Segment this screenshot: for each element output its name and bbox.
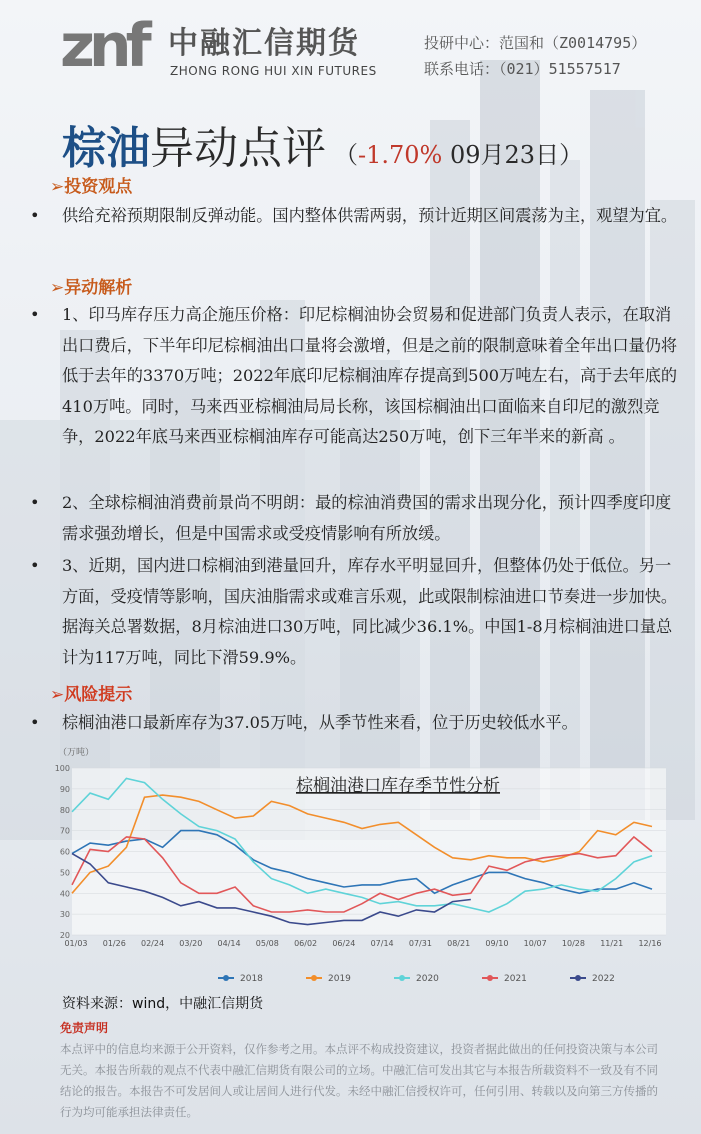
legend-label-2018: 2018 [240, 974, 263, 984]
x-tick-label: 10/07 [523, 939, 547, 948]
logo-english-name: ZHONG RONG HUI XIN FUTURES [170, 64, 377, 78]
y-tick-label: 50 [59, 868, 70, 878]
y-tick-label: 70 [59, 826, 70, 836]
title-subtitle [334, 141, 583, 169]
x-tick-label: 01/26 [102, 939, 126, 948]
x-tick-label: 12/16 [638, 939, 662, 948]
x-tick-label: 01/03 [64, 939, 88, 948]
bullet: • [30, 206, 40, 225]
x-tick-label: 07/14 [370, 939, 394, 948]
y-tick-label: 80 [59, 805, 70, 815]
title-commodity: 棕油 [62, 123, 150, 174]
contact-info [424, 30, 646, 82]
bullet: • [30, 305, 40, 324]
y-tick-label: 60 [59, 847, 70, 857]
logo-mark: znf [60, 11, 146, 81]
y-tick-label: 90 [59, 784, 70, 794]
y-tick-label: 40 [59, 889, 70, 899]
x-tick-label: 06/24 [332, 939, 356, 948]
title-type: 异动点评 [150, 123, 326, 174]
x-tick-label: 09/10 [485, 939, 509, 948]
analysis-paragraph-1 [30, 300, 684, 453]
legend-label-2020: 2020 [416, 974, 439, 984]
section-title-view: ➢投资观点 [50, 177, 133, 197]
x-tick-label: 04/14 [217, 939, 241, 948]
disclaimer-title: 免责声明 [60, 1021, 109, 1035]
bullet: • [30, 556, 40, 575]
y-axis-unit-label: （万吨） [58, 748, 95, 758]
phone-line: 联系电话：（021）51557517 [424, 60, 621, 78]
x-tick-label: 02/24 [141, 939, 165, 948]
view-paragraph [30, 201, 684, 232]
chart-title: 棕榈油港口库存季节性分析 [296, 776, 500, 796]
legend-label-2022: 2022 [592, 974, 615, 984]
legend-marker-2019 [311, 975, 317, 981]
analysis-text-1: 1、印马库存压力高企施压价格：印尼棕榈油协会贸易和促进部门负责人表示，在取消出口费后，下半年印尼棕榈油出口量将会激增，但是之前的限制意味着全年出口量仍将低于去年的3370万吨；2022年底印尼棕榈油库存提高到500万吨左右，高于去年底的410万吨。同时，马来西亚棕榈油局局长称，该国棕榈油出口面临来自印尼的激烈竞争，2022年底马来西亚棕榈油库存可能高达250万吨，创下三年半来的新高 。 [62, 305, 678, 446]
analysis-paragraph-3 [30, 551, 684, 673]
x-tick-label: 08/21 [447, 939, 471, 948]
disclaimer-text: 本点评中的信息均来源于公开资料，仅作参考之用。本点评不构成投资建议，投资者据此做出的任何投资决策与本公司无关。本报告所载的观点不代表中融汇信期货有限公司的立场。中融汇信可发出其它与本报告所载资料不一致及有不同结论的报告。本报告不可发居间人或让居间人进行代发。未经中融汇信授权许可，任何引用、转载以及向第三方传播的行为均可能承担法律责任。 [60, 1042, 658, 1119]
analysis-paragraph-2 [30, 488, 684, 549]
x-tick-label: 05/08 [255, 939, 279, 948]
risk-paragraph [30, 708, 684, 739]
y-tick-label: 20 [59, 931, 70, 940]
x-tick-label: 11/21 [600, 939, 624, 948]
report-date: 09月23日） [442, 141, 584, 169]
section-title-risk: ➢风险提示 [50, 685, 133, 705]
legend-marker-2021 [487, 975, 493, 981]
legend-label-2019: 2019 [328, 974, 351, 984]
price-change: -1.70% [358, 141, 443, 169]
risk-text: 棕榈油港口最新库存为37.05万吨，从季节性来看，位于历史较低水平。 [62, 713, 578, 732]
x-tick-label: 10/28 [561, 939, 585, 948]
bullet: • [30, 493, 40, 512]
x-tick-label: 03/20 [179, 939, 203, 948]
analysis-text-2: 2、全球棕榈油消费前景尚不明朗：最的棕油消费国的需求出现分化，预计四季度印度需求强劲增长，但是中国需求或受疫情影响有所放缓。 [62, 493, 672, 543]
analysis-text-3: 3、近期，国内进口棕榈油到港量回升，库存水平明显回升，但整体仍处于低位。另一方面，受疫情等影响，国庆油脂需求或难言乐观，此或限制棕油进口节奏进一步加快。据海关总署数据，8月棕油进口30万吨，同比减少36.1%。中国1-8月棕榈油进口量总计为117万吨，同比下滑59.9%。 [62, 556, 678, 667]
bullet: • [30, 713, 40, 732]
company-logo [60, 12, 390, 82]
data-source: 资料来源：wind，中融汇信期货 [62, 996, 264, 1012]
x-tick-label: 07/31 [408, 939, 432, 948]
x-tick-label: 06/02 [294, 939, 318, 948]
section-title-analysis: ➢异动解析 [50, 278, 133, 298]
legend-marker-2022 [575, 975, 581, 981]
title-open-paren: （ [334, 141, 358, 169]
logo-chinese-name: 中融汇信期货 [168, 26, 360, 61]
legend-marker-2020 [399, 975, 405, 981]
analyst-line: 投研中心：范国和（Z0014795） [424, 34, 647, 52]
report-title [62, 112, 583, 176]
legend-label-2021: 2021 [504, 974, 527, 984]
inventory-seasonal-chart [54, 743, 670, 995]
y-tick-label: 100 [54, 764, 70, 773]
legend-marker-2018 [223, 975, 229, 981]
view-text: 供给充裕预期限制反弹动能。国内整体供需两弱，预计近期区间震荡为主，观望为宜。 [62, 206, 678, 225]
y-tick-label: 30 [59, 910, 70, 920]
